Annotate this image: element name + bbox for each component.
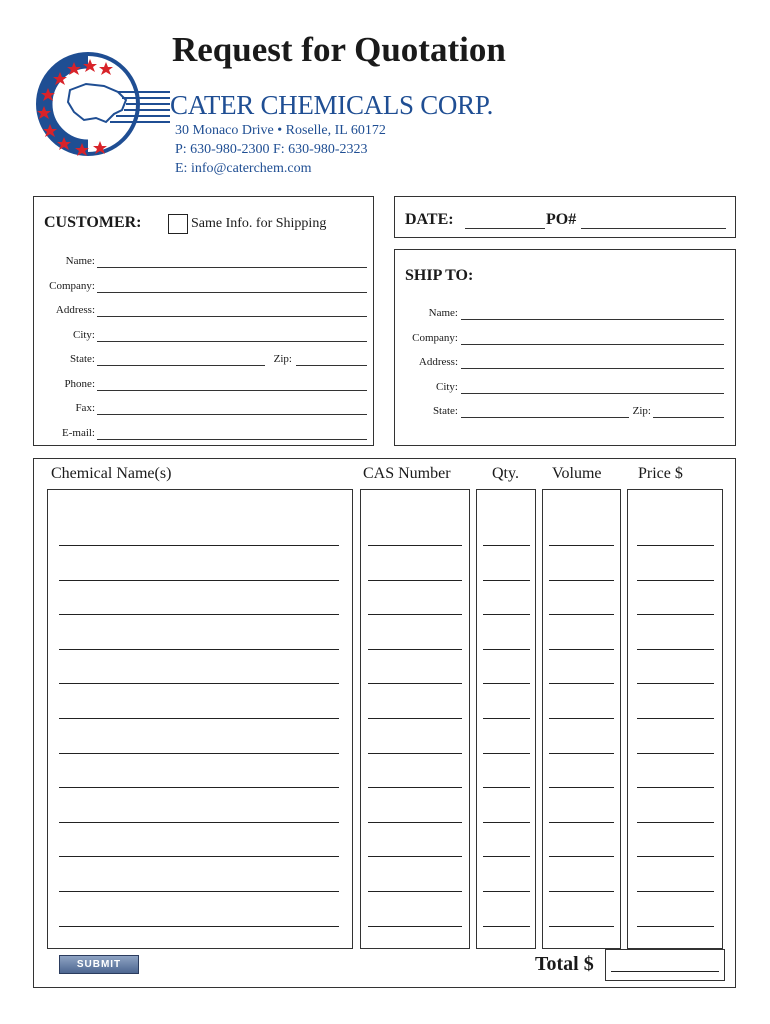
qty-entry-line[interactable] [483, 891, 530, 892]
price-entry-line[interactable] [637, 649, 714, 650]
chemical-entry-line[interactable] [59, 683, 339, 684]
volume-entry-line[interactable] [549, 649, 614, 650]
ship-city-label: City: [435, 381, 458, 393]
ship-to-heading: SHIP TO: [405, 267, 474, 284]
company-address: 30 Monaco Drive • Roselle, IL 60172 [175, 123, 386, 138]
volume-entry-line[interactable] [549, 926, 614, 927]
qty-entry-line[interactable] [483, 683, 530, 684]
qty-entry-line[interactable] [483, 926, 530, 927]
cas-entry-line[interactable] [368, 891, 462, 892]
volume-entry-line[interactable] [549, 545, 614, 546]
cas-entry-line[interactable] [368, 580, 462, 581]
col-cas-number: CAS Number [363, 465, 451, 482]
customer-phone-label: Phone: [64, 378, 95, 390]
price-entry-line[interactable] [637, 891, 714, 892]
customer-zip-input[interactable] [296, 365, 367, 366]
volume-entry-line[interactable] [549, 683, 614, 684]
price-entry-line[interactable] [637, 683, 714, 684]
company-phone-fax: P: 630-980-2300 F: 630-980-2323 [175, 142, 368, 157]
customer-company-label: Company: [49, 280, 95, 292]
chemical-entry-line[interactable] [59, 545, 339, 546]
customer-company-input[interactable] [97, 292, 367, 293]
cas-entry-line[interactable] [368, 649, 462, 650]
customer-phone-input[interactable] [97, 390, 367, 391]
price-entry-line[interactable] [637, 580, 714, 581]
ship-state-input[interactable] [461, 417, 629, 418]
cas-entry-line[interactable] [368, 856, 462, 857]
ship-company-input[interactable] [461, 344, 724, 345]
total-label: Total $ [535, 953, 594, 975]
items-section [33, 458, 736, 988]
ship-zip-input[interactable] [653, 417, 724, 418]
col-price: Price $ [638, 465, 683, 482]
price-entry-line[interactable] [637, 614, 714, 615]
cas-entry-line[interactable] [368, 926, 462, 927]
chemical-column [47, 489, 353, 949]
ship-address-input[interactable] [461, 368, 724, 369]
customer-city-label: City: [72, 329, 95, 341]
chemical-entry-line[interactable] [59, 718, 339, 719]
chemical-entry-line[interactable] [59, 926, 339, 927]
qty-entry-line[interactable] [483, 753, 530, 754]
col-qty: Qty. [492, 465, 519, 482]
cas-entry-line[interactable] [368, 787, 462, 788]
volume-entry-line[interactable] [549, 580, 614, 581]
ship-state-label: State: [432, 405, 458, 417]
customer-state-input[interactable] [97, 365, 265, 366]
price-entry-line[interactable] [637, 787, 714, 788]
chemical-entry-line[interactable] [59, 753, 339, 754]
cater-chemicals-logo [30, 48, 170, 160]
cas-entry-line[interactable] [368, 683, 462, 684]
customer-zip-label: Zip: [273, 353, 292, 365]
qty-entry-line[interactable] [483, 856, 530, 857]
date-po-section [394, 196, 736, 238]
ship-address-label: Address: [418, 356, 458, 368]
customer-city-input[interactable] [97, 341, 367, 342]
company-email: E: info@caterchem.com [175, 161, 312, 176]
chemical-entry-line[interactable] [59, 614, 339, 615]
price-entry-line[interactable] [637, 856, 714, 857]
customer-email-input[interactable] [97, 439, 367, 440]
price-entry-line[interactable] [637, 822, 714, 823]
company-name: CATER CHEMICALS CORP. [170, 90, 494, 120]
cas-entry-line[interactable] [368, 614, 462, 615]
cas-column [360, 489, 470, 949]
cas-entry-line[interactable] [368, 822, 462, 823]
volume-entry-line[interactable] [549, 822, 614, 823]
price-entry-line[interactable] [637, 718, 714, 719]
customer-name-label: Name: [65, 255, 95, 267]
volume-entry-line[interactable] [549, 753, 614, 754]
ship-to-section [394, 249, 736, 446]
qty-entry-line[interactable] [483, 649, 530, 650]
qty-column [476, 489, 536, 949]
price-entry-line[interactable] [637, 926, 714, 927]
ship-company-label: Company: [412, 332, 458, 344]
qty-entry-line[interactable] [483, 545, 530, 546]
col-chemical-name: Chemical Name(s) [51, 465, 172, 482]
volume-entry-line[interactable] [549, 787, 614, 788]
total-underline [611, 971, 719, 972]
customer-name-input[interactable] [97, 267, 367, 268]
ship-name-input[interactable] [461, 319, 724, 320]
chemical-entry-line[interactable] [59, 856, 339, 857]
qty-entry-line[interactable] [483, 614, 530, 615]
customer-section [33, 196, 374, 446]
chemical-entry-line[interactable] [59, 822, 339, 823]
price-entry-line[interactable] [637, 753, 714, 754]
ship-zip-label: Zip: [632, 405, 651, 417]
chemical-entry-line[interactable] [59, 787, 339, 788]
chemical-entry-line[interactable] [59, 891, 339, 892]
qty-entry-line[interactable] [483, 718, 530, 719]
price-column [627, 489, 723, 949]
qty-entry-line[interactable] [483, 580, 530, 581]
price-entry-line[interactable] [637, 545, 714, 546]
customer-heading: CUSTOMER: [44, 214, 142, 231]
customer-address-input[interactable] [97, 316, 367, 317]
customer-fax-label: Fax: [75, 402, 95, 414]
customer-address-label: Address: [55, 304, 95, 316]
cas-entry-line[interactable] [368, 753, 462, 754]
chemical-entry-line[interactable] [59, 580, 339, 581]
volume-entry-line[interactable] [549, 614, 614, 615]
cas-entry-line[interactable] [368, 718, 462, 719]
po-label: PO# [546, 211, 577, 228]
customer-state-label: State: [69, 353, 95, 365]
date-label: DATE: [405, 211, 454, 228]
customer-email-label: E-mail: [62, 427, 95, 439]
ship-city-input[interactable] [461, 393, 724, 394]
chemical-entry-line[interactable] [59, 649, 339, 650]
col-volume: Volume [552, 465, 602, 482]
cas-entry-line[interactable] [368, 545, 462, 546]
volume-entry-line[interactable] [549, 856, 614, 857]
volume-entry-line[interactable] [549, 718, 614, 719]
customer-fax-input[interactable] [97, 414, 367, 415]
volume-entry-line[interactable] [549, 891, 614, 892]
po-input[interactable] [581, 228, 726, 229]
page-title: Request for Quotation [172, 30, 506, 69]
same-info-label: Same Info. for Shipping [191, 216, 327, 231]
same-info-checkbox[interactable] [168, 214, 188, 234]
submit-button[interactable]: SUBMIT [59, 955, 139, 974]
qty-entry-line[interactable] [483, 822, 530, 823]
qty-entry-line[interactable] [483, 787, 530, 788]
date-input[interactable] [465, 228, 545, 229]
total-field[interactable] [605, 949, 725, 981]
volume-column [542, 489, 621, 949]
ship-name-label: Name: [428, 307, 458, 319]
